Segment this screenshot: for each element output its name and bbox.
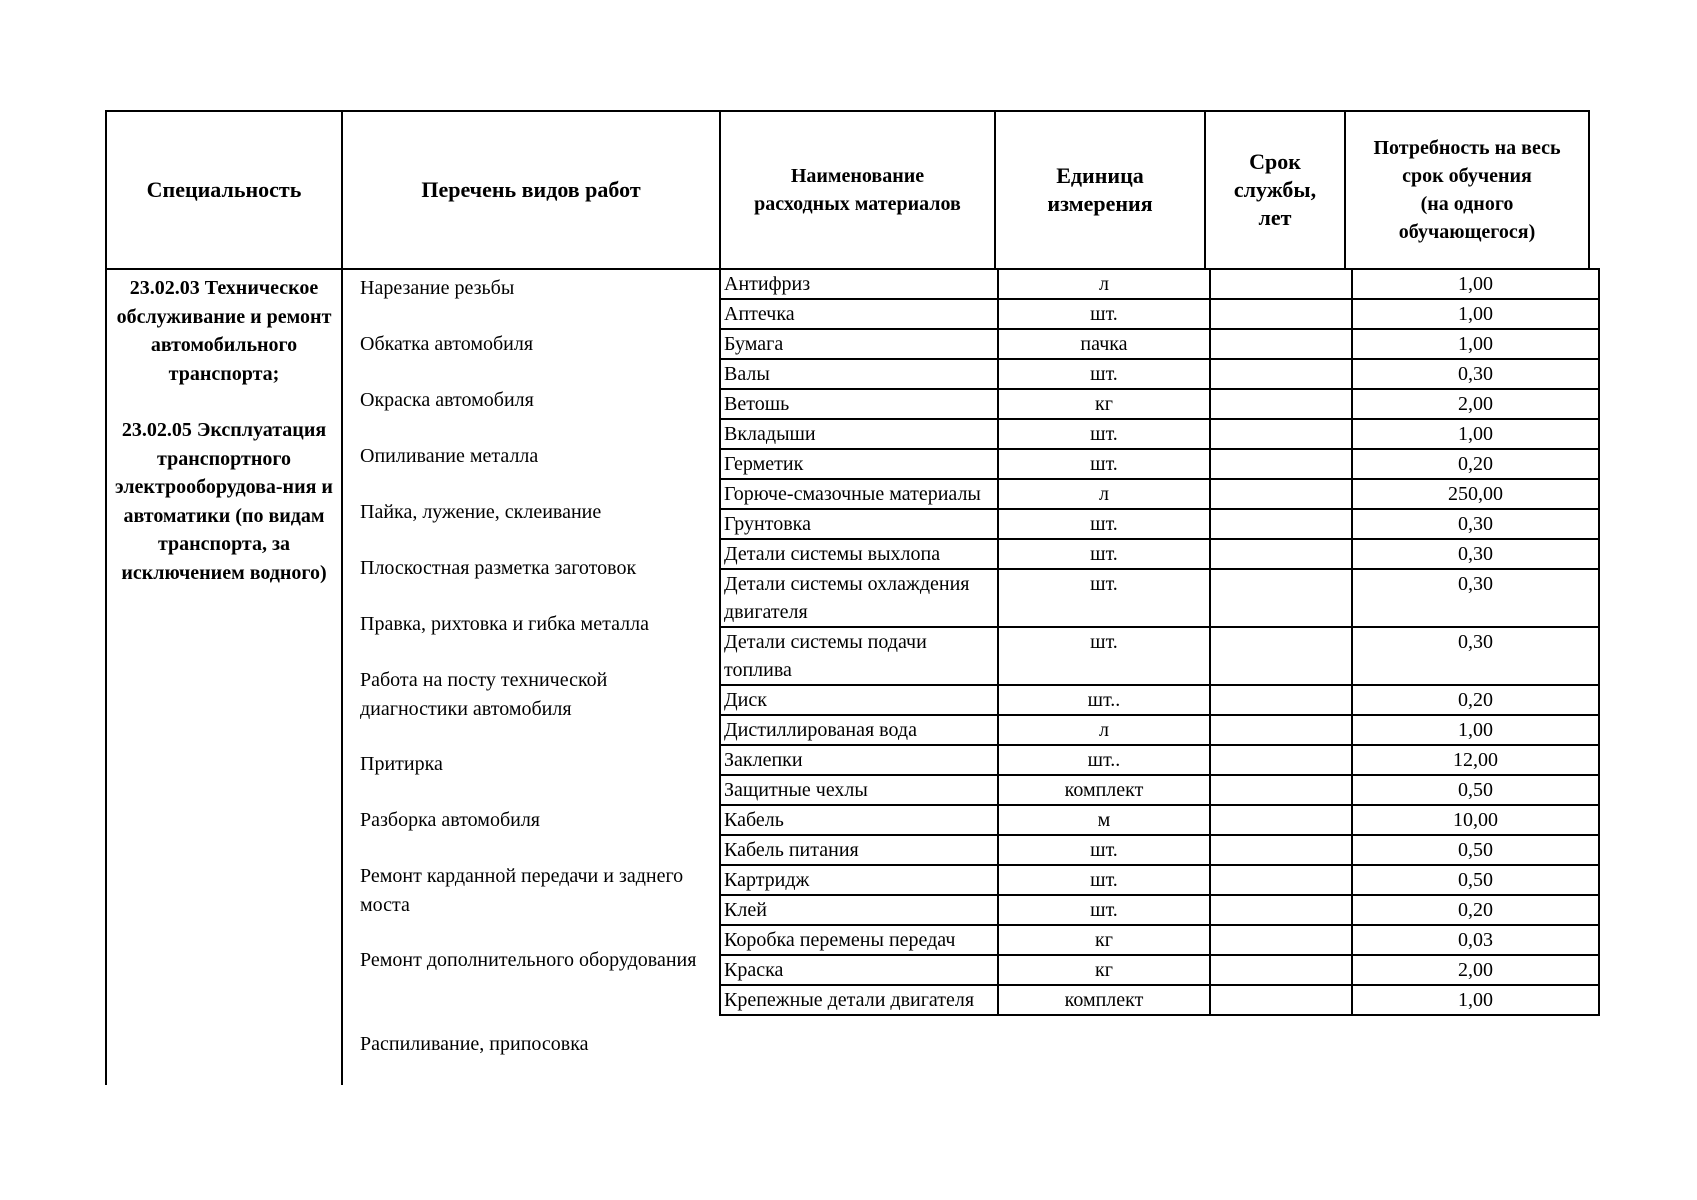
material-unit: шт. [998,569,1210,627]
material-unit: кг [998,955,1210,985]
material-name: Аптечка [720,299,998,329]
work-item: Правка, рихтовка и гибка металла [360,613,649,635]
material-service-life [1210,985,1352,1015]
work-item: Плоскостная разметка заготовок [360,557,637,579]
material-need: 0,50 [1352,775,1599,805]
header-need: Потребность на весь срок обучения (на одного обучающегося) [1344,110,1590,270]
material-need: 1,00 [1352,985,1599,1015]
material-row [720,569,1599,627]
material-unit: шт. [998,539,1210,569]
header-unit: Единица измерения [994,110,1206,270]
material-service-life [1210,389,1352,419]
material-row [720,775,1599,805]
material-service-life [1210,685,1352,715]
material-unit: шт. [998,359,1210,389]
material-service-life [1210,895,1352,925]
material-unit: л [998,715,1210,745]
material-row [720,925,1599,955]
specialty-cell [105,274,343,587]
work-item: Распиливание, припосовка [360,1033,589,1055]
material-name: Детали системы подачи топлива [720,627,998,685]
material-unit: шт. [998,865,1210,895]
material-service-life [1210,627,1352,685]
material-service-life [1210,359,1352,389]
material-unit: пачка [998,329,1210,359]
material-unit: комплект [998,775,1210,805]
material-name: Защитные чехлы [720,775,998,805]
material-unit: шт. [998,627,1210,685]
material-row [720,269,1599,299]
material-service-life [1210,329,1352,359]
material-need: 0,30 [1352,627,1599,685]
material-service-life [1210,805,1352,835]
material-row [720,509,1599,539]
material-row [720,805,1599,835]
material-unit: шт. [998,835,1210,865]
material-unit: шт. [998,299,1210,329]
work-item: Разборка автомобиля [360,809,540,831]
material-row [720,389,1599,419]
material-service-life [1210,539,1352,569]
material-service-life [1210,419,1352,449]
materials-table [719,268,1600,1016]
material-service-life [1210,835,1352,865]
material-name: Бумага [720,329,998,359]
material-unit: л [998,479,1210,509]
material-row [720,479,1599,509]
material-need: 2,00 [1352,389,1599,419]
materials-table-page [105,110,1590,1085]
material-name: Антифриз [720,269,998,299]
material-need: 0,50 [1352,865,1599,895]
material-need: 0,03 [1352,925,1599,955]
material-service-life [1210,479,1352,509]
material-need: 0,30 [1352,569,1599,627]
material-row [720,955,1599,985]
material-service-life [1210,925,1352,955]
material-name: Заклепки [720,745,998,775]
material-row [720,329,1599,359]
material-need: 1,00 [1352,329,1599,359]
material-service-life [1210,269,1352,299]
material-row [720,449,1599,479]
material-need: 0,20 [1352,685,1599,715]
material-row [720,419,1599,449]
material-need: 1,00 [1352,269,1599,299]
specialty-part2: 23.02.05 Эксплуатация транспортного электрооборудова-ния и автоматики (по видам транспорта, за исключением водного) [115,419,333,584]
material-need: 1,00 [1352,715,1599,745]
material-unit: шт. [998,449,1210,479]
material-row [720,865,1599,895]
material-name: Вкладыши [720,419,998,449]
material-row [720,299,1599,329]
work-item: Пайка, лужение, склеивание [360,501,602,523]
material-name: Кабель питания [720,835,998,865]
material-name: Клей [720,895,998,925]
material-need: 0,20 [1352,449,1599,479]
material-service-life [1210,299,1352,329]
work-item: Работа на посту технической диагностики автомобиля [360,669,608,720]
material-name: Горюче-смазочные материалы [720,479,998,509]
material-unit: шт. [998,509,1210,539]
work-item: Опиливание металла [360,445,539,467]
material-row [720,835,1599,865]
material-service-life [1210,955,1352,985]
material-service-life [1210,715,1352,745]
work-item: Обкатка автомобиля [360,333,534,355]
work-item: Притирка [360,753,443,775]
material-name: Ветошь [720,389,998,419]
header-works: Перечень видов работ [341,110,721,270]
material-service-life [1210,449,1352,479]
material-row [720,359,1599,389]
material-name: Диск [720,685,998,715]
material-service-life [1210,745,1352,775]
material-unit: кг [998,389,1210,419]
material-name: Детали системы охлаждения двигателя [720,569,998,627]
material-need: 0,30 [1352,359,1599,389]
material-need: 250,00 [1352,479,1599,509]
material-unit: м [998,805,1210,835]
material-unit: шт. [998,419,1210,449]
material-need: 2,00 [1352,955,1599,985]
material-row [720,627,1599,685]
material-name: Детали системы выхлопа [720,539,998,569]
material-name: Грунтовка [720,509,998,539]
material-name: Валы [720,359,998,389]
header-service-life: Срок службы, лет [1204,110,1346,270]
material-need: 12,00 [1352,745,1599,775]
header-specialty: Специальность [105,110,343,270]
material-unit: шт.. [998,745,1210,775]
work-item: Ремонт дополнительного оборудования [360,949,697,971]
specialty-part1: 23.02.03 Техническое обслуживание и ремонт автомобильного транспорта; [116,277,332,385]
material-row [720,715,1599,745]
material-unit: кг [998,925,1210,955]
material-need: 0,50 [1352,835,1599,865]
material-unit: шт. [998,895,1210,925]
material-service-life [1210,775,1352,805]
material-name: Коробка перемены передач [720,925,998,955]
material-row [720,985,1599,1015]
material-row [720,539,1599,569]
material-name: Крепежные детали двигателя [720,985,998,1015]
material-name: Краска [720,955,998,985]
material-need: 0,30 [1352,539,1599,569]
work-item: Нарезание резьбы [360,277,515,299]
work-item: Ремонт карданной передачи и заднего моста [360,865,684,916]
material-name: Герметик [720,449,998,479]
material-need: 1,00 [1352,419,1599,449]
header-materials: Наименование расходных материалов [719,110,996,270]
material-need: 0,20 [1352,895,1599,925]
material-row [720,685,1599,715]
material-unit: шт.. [998,685,1210,715]
material-need: 1,00 [1352,299,1599,329]
material-unit: л [998,269,1210,299]
material-name: Дистиллированая вода [720,715,998,745]
material-need: 10,00 [1352,805,1599,835]
material-name: Картридж [720,865,998,895]
material-service-life [1210,569,1352,627]
material-row [720,745,1599,775]
work-item: Окраска автомобиля [360,389,534,411]
material-row [720,895,1599,925]
material-unit: комплект [998,985,1210,1015]
material-need: 0,30 [1352,509,1599,539]
material-service-life [1210,865,1352,895]
material-service-life [1210,509,1352,539]
material-name: Кабель [720,805,998,835]
